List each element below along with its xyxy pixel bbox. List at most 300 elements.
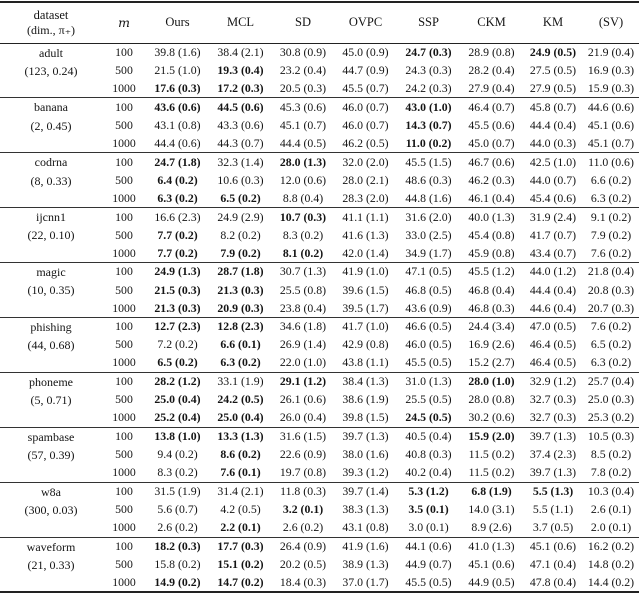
value-cell: 46.8 (0.5): [405, 282, 452, 297]
value-cell: 43.4 (0.7): [529, 245, 577, 260]
value-cell: 44.4 (0.4): [529, 117, 577, 132]
value-cell: 44.4 (0.5): [279, 135, 327, 150]
value-cell: 40.8 (0.3): [405, 447, 452, 462]
value-cell: 24.9 (0.5): [523, 43, 583, 61]
value-cell: 44.0 (1.2): [523, 263, 583, 281]
m-cell: 1000: [112, 300, 136, 315]
col-header-ssp: SSP: [397, 2, 460, 43]
value-cell: 45.5 (0.5): [405, 574, 452, 589]
value-cell: 8.5 (0.2): [590, 447, 632, 462]
value-cell: 45.4 (0.8): [468, 227, 515, 242]
value-cell: 44.9 (0.5): [468, 574, 515, 589]
value-cell: 18.4 (0.3): [279, 574, 327, 589]
value-cell: 2.6 (0.2): [282, 520, 324, 535]
value-cell: 32.0 (2.0): [334, 153, 397, 171]
dataset-name: spambase: [27, 429, 75, 444]
value-cell: 5.5 (1.3): [523, 482, 583, 500]
value-cell: 16.9 (0.3): [587, 62, 635, 77]
value-cell: 2.6 (0.2): [157, 520, 198, 535]
value-cell: 32.9 (1.2): [523, 372, 583, 390]
value-cell: 6.6 (0.1): [220, 337, 261, 352]
dataset-cell: [0, 427, 102, 482]
m-cell: 1000: [112, 520, 136, 535]
value-cell: 40.5 (0.4): [397, 427, 460, 445]
value-cell: 10.6 (0.3): [217, 172, 264, 187]
table-row: [0, 537, 639, 555]
value-cell: 44.0 (0.7): [529, 172, 577, 187]
value-cell: 18.2 (0.3): [146, 537, 209, 555]
value-cell: 41.7 (1.0): [334, 317, 397, 335]
value-cell: 3.0 (0.1): [408, 520, 449, 535]
dataset-dims: (2, 0.45): [30, 118, 72, 133]
value-cell: 26.1 (0.6): [279, 392, 327, 407]
value-cell: 45.5 (0.6): [468, 117, 515, 132]
value-cell: 48.6 (0.3): [405, 172, 452, 187]
table-row: [0, 43, 639, 61]
value-cell: 37.0 (1.7): [342, 574, 389, 589]
value-cell: 16.6 (2.3): [146, 208, 209, 226]
value-cell: 12.0 (0.6): [279, 172, 327, 187]
value-cell: 21.5 (1.0): [154, 62, 201, 77]
value-cell: 37.4 (2.3): [529, 447, 577, 462]
value-cell: 47.1 (0.5): [397, 263, 460, 281]
value-cell: 7.9 (0.2): [590, 227, 632, 242]
value-cell: 43.0 (1.0): [397, 98, 460, 116]
dataset-dims: (21, 0.33): [27, 557, 75, 572]
m-cell: 1000: [112, 135, 136, 150]
value-cell: 46.0 (0.7): [342, 117, 389, 132]
value-cell: 8.1 (0.2): [282, 245, 324, 260]
dataset-cell: [0, 263, 102, 318]
value-cell: 2.6 (0.1): [590, 502, 632, 517]
m-cell: 1000: [112, 574, 136, 589]
value-cell: 46.0 (0.5): [405, 337, 452, 352]
value-cell: 11.5 (0.2): [468, 447, 515, 462]
m-cell: 500: [115, 556, 133, 571]
value-cell: 41.7 (0.7): [529, 227, 577, 242]
value-cell: 45.8 (0.7): [523, 98, 583, 116]
value-cell: 10.3 (0.4): [583, 482, 639, 500]
value-cell: 8.2 (0.2): [220, 227, 261, 242]
m-cell: 100: [102, 427, 146, 445]
value-cell: 14.3 (0.7): [405, 117, 452, 132]
value-cell: 32.7 (0.3): [529, 392, 577, 407]
dataset-cell: [0, 317, 102, 372]
table-body: [0, 43, 639, 592]
value-cell: 44.3 (0.7): [217, 135, 264, 150]
value-cell: 38.3 (1.3): [342, 502, 389, 517]
value-cell: 27.9 (0.4): [468, 80, 515, 95]
value-cell: 45.0 (0.7): [468, 135, 515, 150]
dataset-cell: [0, 482, 102, 537]
value-cell: 45.1 (0.6): [587, 117, 635, 132]
value-cell: 45.9 (0.8): [468, 245, 515, 260]
value-cell: 39.7 (1.4): [334, 482, 397, 500]
value-cell: 24.7 (1.8): [146, 153, 209, 171]
value-cell: 43.3 (0.6): [217, 117, 264, 132]
value-cell: 8.3 (0.2): [157, 465, 198, 480]
value-cell: 46.1 (0.4): [468, 190, 515, 205]
value-cell: 28.2 (1.2): [146, 372, 209, 390]
value-cell: 13.3 (1.3): [209, 427, 272, 445]
value-cell: 46.8 (0.3): [468, 300, 515, 315]
value-cell: 15.8 (0.2): [154, 556, 201, 571]
value-cell: 25.0 (0.4): [217, 410, 264, 425]
value-cell: 28.0 (2.1): [342, 172, 389, 187]
value-cell: 41.9 (1.0): [334, 263, 397, 281]
col-header-ckm: CKM: [460, 2, 523, 43]
m-cell: 100: [102, 43, 146, 61]
dataset-header-line1: dataset: [33, 7, 69, 22]
value-cell: 20.2 (0.5): [279, 556, 327, 571]
value-cell: 21.3 (0.3): [217, 282, 264, 297]
dataset-cell: [0, 153, 102, 208]
col-header-mcl: MCL: [209, 2, 272, 43]
value-cell: 41.0 (1.3): [460, 537, 523, 555]
value-cell: 6.3 (0.2): [590, 190, 632, 205]
dataset-dims: (22, 0.10): [27, 228, 75, 243]
value-cell: 25.7 (0.4): [583, 372, 639, 390]
col-header-km: KM: [523, 2, 583, 43]
value-cell: 44.4 (0.4): [529, 282, 577, 297]
value-cell: 46.2 (0.5): [342, 135, 389, 150]
value-cell: 11.0 (0.2): [405, 135, 452, 150]
value-cell: 24.2 (0.3): [405, 80, 452, 95]
results-table: [0, 1, 639, 593]
value-cell: 20.9 (0.3): [217, 300, 264, 315]
value-cell: 26.9 (1.4): [279, 337, 327, 352]
value-cell: 45.4 (0.6): [529, 190, 577, 205]
value-cell: 44.4 (0.6): [154, 135, 201, 150]
value-cell: 46.8 (0.4): [468, 282, 515, 297]
value-cell: 24.4 (3.4): [460, 317, 523, 335]
table-row: [0, 317, 639, 335]
col-header-dataset: [0, 2, 102, 43]
value-cell: 27.9 (0.5): [529, 80, 577, 95]
dataset-dims: (8, 0.33): [30, 173, 72, 188]
m-cell: 100: [102, 263, 146, 281]
value-cell: 28.0 (0.8): [468, 392, 515, 407]
dataset-name: ijcnn1: [36, 210, 66, 225]
value-cell: 39.7 (1.3): [529, 465, 577, 480]
table-row: [0, 372, 639, 390]
col-header-ours: Ours: [146, 2, 209, 43]
value-cell: 41.1 (1.1): [334, 208, 397, 226]
value-cell: 45.1 (0.6): [468, 556, 515, 571]
value-cell: 19.3 (0.4): [217, 62, 264, 77]
value-cell: 30.7 (1.3): [272, 263, 334, 281]
value-cell: 6.3 (0.2): [157, 190, 198, 205]
value-cell: 24.9 (2.9): [209, 208, 272, 226]
dataset-cell: [0, 43, 102, 98]
value-cell: 46.7 (0.6): [460, 153, 523, 171]
col-header-sv: (SV): [583, 2, 639, 43]
value-cell: 42.9 (0.8): [342, 337, 389, 352]
value-cell: 45.1 (0.7): [279, 117, 327, 132]
value-cell: 6.5 (0.2): [157, 355, 198, 370]
value-cell: 24.9 (1.3): [146, 263, 209, 281]
value-cell: 20.8 (0.3): [587, 282, 635, 297]
value-cell: 34.6 (1.8): [272, 317, 334, 335]
value-cell: 44.1 (0.6): [397, 537, 460, 555]
value-cell: 25.0 (0.4): [154, 392, 201, 407]
value-cell: 6.3 (0.2): [590, 355, 632, 370]
value-cell: 11.0 (0.6): [583, 153, 639, 171]
value-cell: 9.4 (0.2): [157, 447, 198, 462]
value-cell: 38.6 (1.9): [342, 392, 389, 407]
value-cell: 22.6 (0.9): [279, 447, 327, 462]
value-cell: 43.8 (1.1): [342, 355, 389, 370]
value-cell: 7.6 (0.2): [590, 245, 632, 260]
value-cell: 20.7 (0.3): [587, 300, 635, 315]
value-cell: 44.9 (0.7): [405, 556, 452, 571]
value-cell: 8.3 (0.2): [282, 227, 324, 242]
dataset-dims: (123, 0.24): [24, 63, 78, 78]
value-cell: 16.2 (0.2): [583, 537, 639, 555]
dataset-cell: [0, 208, 102, 263]
table-row: [0, 427, 639, 445]
value-cell: 8.6 (0.2): [220, 447, 261, 462]
dataset-header-line2: (dim., π₊): [26, 22, 76, 37]
value-cell: 44.7 (0.9): [342, 62, 389, 77]
table-row: [0, 208, 639, 226]
value-cell: 7.7 (0.2): [157, 245, 198, 260]
m-cell: 100: [102, 537, 146, 555]
value-cell: 27.5 (0.5): [529, 62, 577, 77]
value-cell: 39.8 (1.6): [146, 43, 209, 61]
value-cell: 32.7 (0.3): [529, 410, 577, 425]
value-cell: 24.7 (0.3): [397, 43, 460, 61]
value-cell: 25.3 (0.2): [587, 410, 635, 425]
value-cell: 43.6 (0.6): [146, 98, 209, 116]
dataset-name: phishing: [30, 319, 72, 334]
m-cell: 100: [102, 208, 146, 226]
value-cell: 46.4 (0.5): [529, 337, 577, 352]
value-cell: 10.5 (0.3): [583, 427, 639, 445]
value-cell: 45.1 (0.7): [587, 135, 635, 150]
value-cell: 38.4 (1.3): [334, 372, 397, 390]
m-cell: 500: [115, 392, 133, 407]
value-cell: 7.6 (0.1): [220, 465, 261, 480]
value-cell: 12.7 (2.3): [146, 317, 209, 335]
value-cell: 42.0 (1.4): [342, 245, 389, 260]
value-cell: 3.7 (0.5): [532, 520, 574, 535]
value-cell: 25.5 (0.8): [279, 282, 327, 297]
value-cell: 11.5 (0.2): [468, 465, 515, 480]
value-cell: 15.2 (2.7): [468, 355, 515, 370]
value-cell: 17.6 (0.3): [154, 80, 201, 95]
value-cell: 17.7 (0.3): [209, 537, 272, 555]
value-cell: 25.2 (0.4): [154, 410, 201, 425]
m-cell: 500: [115, 502, 133, 517]
value-cell: 28.0 (1.3): [272, 153, 334, 171]
value-cell: 45.5 (0.5): [405, 355, 452, 370]
value-cell: 45.5 (0.7): [342, 80, 389, 95]
value-cell: 26.0 (0.4): [279, 410, 327, 425]
value-cell: 43.6 (0.9): [405, 300, 452, 315]
header-row: [0, 2, 639, 43]
dataset-name: w8a: [41, 484, 61, 499]
dataset-dims: (44, 0.68): [27, 338, 75, 353]
value-cell: 46.4 (0.7): [460, 98, 523, 116]
value-cell: 28.2 (0.4): [468, 62, 515, 77]
value-cell: 31.4 (2.1): [209, 482, 272, 500]
value-cell: 46.0 (0.7): [334, 98, 397, 116]
dataset-name: waveform: [26, 539, 76, 554]
value-cell: 38.9 (1.3): [342, 556, 389, 571]
value-cell: 41.9 (1.6): [334, 537, 397, 555]
value-cell: 16.9 (2.6): [468, 337, 515, 352]
value-cell: 44.0 (0.3): [529, 135, 577, 150]
dataset-dims: (10, 0.35): [27, 283, 75, 298]
value-cell: 45.5 (1.5): [397, 153, 460, 171]
m-cell: 500: [115, 172, 133, 187]
value-cell: 6.5 (0.2): [590, 337, 632, 352]
value-cell: 42.5 (1.0): [523, 153, 583, 171]
value-cell: 43.1 (0.8): [154, 117, 201, 132]
dataset-name: adult: [39, 45, 63, 60]
m-cell: 500: [115, 227, 133, 242]
value-cell: 34.9 (1.7): [405, 245, 452, 260]
col-header-sd: SD: [272, 2, 334, 43]
value-cell: 31.9 (2.4): [523, 208, 583, 226]
table-head: [0, 2, 639, 43]
m-cell: 100: [102, 482, 146, 500]
dataset-dims: (5, 0.71): [30, 393, 72, 408]
value-cell: 7.7 (0.2): [157, 227, 198, 242]
value-cell: 30.8 (0.9): [272, 43, 334, 61]
value-cell: 39.7 (1.3): [523, 427, 583, 445]
value-cell: 8.8 (0.4): [282, 190, 324, 205]
value-cell: 15.1 (0.2): [217, 556, 264, 571]
value-cell: 31.5 (1.9): [146, 482, 209, 500]
m-cell: 1000: [112, 190, 136, 205]
value-cell: 28.9 (0.8): [460, 43, 523, 61]
value-cell: 28.0 (1.0): [460, 372, 523, 390]
value-cell: 45.5 (1.2): [460, 263, 523, 281]
value-cell: 17.2 (0.3): [217, 80, 264, 95]
value-cell: 30.2 (0.6): [468, 410, 515, 425]
value-cell: 21.9 (0.4): [583, 43, 639, 61]
value-cell: 28.7 (1.8): [209, 263, 272, 281]
col-header-ovpc: OVPC: [334, 2, 397, 43]
value-cell: 45.0 (0.9): [334, 43, 397, 61]
value-cell: 21.5 (0.3): [154, 282, 201, 297]
value-cell: 39.7 (1.3): [334, 427, 397, 445]
value-cell: 21.3 (0.3): [154, 300, 201, 315]
m-cell: 1000: [112, 410, 136, 425]
value-cell: 7.9 (0.2): [220, 245, 261, 260]
value-cell: 45.1 (0.6): [523, 537, 583, 555]
m-cell: 500: [115, 337, 133, 352]
value-cell: 6.8 (1.9): [460, 482, 523, 500]
value-cell: 14.9 (0.2): [154, 574, 201, 589]
value-cell: 43.1 (0.8): [342, 520, 389, 535]
value-cell: 41.6 (1.3): [342, 227, 389, 242]
value-cell: 32.3 (1.4): [209, 153, 272, 171]
value-cell: 20.5 (0.3): [279, 80, 327, 95]
value-cell: 14.0 (3.1): [468, 502, 515, 517]
value-cell: 2.2 (0.1): [220, 520, 261, 535]
value-cell: 33.1 (1.9): [209, 372, 272, 390]
value-cell: 23.8 (0.4): [279, 300, 327, 315]
m-cell: 500: [115, 282, 133, 297]
value-cell: 31.0 (1.3): [397, 372, 460, 390]
dataset-name: banana: [34, 100, 68, 115]
col-header-m: m: [102, 2, 146, 43]
value-cell: 39.3 (1.2): [342, 465, 389, 480]
value-cell: 13.8 (1.0): [146, 427, 209, 445]
value-cell: 21.8 (0.4): [583, 263, 639, 281]
value-cell: 6.5 (0.2): [220, 190, 261, 205]
value-cell: 11.8 (0.3): [272, 482, 334, 500]
m-cell: 500: [115, 62, 133, 77]
value-cell: 24.5 (0.5): [405, 410, 452, 425]
value-cell: 47.0 (0.5): [523, 317, 583, 335]
value-cell: 40.2 (0.4): [405, 465, 452, 480]
value-cell: 39.5 (1.7): [342, 300, 389, 315]
dataset-name: phoneme: [29, 374, 73, 389]
value-cell: 22.0 (1.0): [279, 355, 327, 370]
m-cell: 1000: [112, 355, 136, 370]
value-cell: 14.7 (0.2): [217, 574, 264, 589]
m-cell: 100: [102, 372, 146, 390]
value-cell: 26.4 (0.9): [272, 537, 334, 555]
dataset-dims: (57, 0.39): [27, 448, 75, 463]
value-cell: 15.9 (0.3): [587, 80, 635, 95]
value-cell: 33.0 (2.5): [405, 227, 452, 242]
m-cell: 100: [102, 153, 146, 171]
dataset-name: magic: [36, 265, 66, 280]
value-cell: 2.0 (0.1): [590, 520, 632, 535]
dataset-name: codrna: [34, 155, 68, 170]
m-cell: 500: [115, 447, 133, 462]
value-cell: 44.6 (0.6): [583, 98, 639, 116]
m-cell: 100: [102, 317, 146, 335]
value-cell: 44.6 (0.4): [529, 300, 577, 315]
value-cell: 7.8 (0.2): [590, 465, 632, 480]
value-cell: 5.6 (0.7): [157, 502, 198, 517]
dataset-cell: [0, 537, 102, 592]
value-cell: 38.0 (1.6): [342, 447, 389, 462]
value-cell: 7.6 (0.2): [583, 317, 639, 335]
value-cell: 14.8 (0.2): [587, 556, 635, 571]
value-cell: 28.3 (2.0): [342, 190, 389, 205]
value-cell: 39.6 (1.5): [342, 282, 389, 297]
value-cell: 47.1 (0.4): [529, 556, 577, 571]
value-cell: 29.1 (1.2): [272, 372, 334, 390]
value-cell: 15.9 (2.0): [460, 427, 523, 445]
value-cell: 25.0 (0.3): [587, 392, 635, 407]
value-cell: 6.3 (0.2): [220, 355, 261, 370]
value-cell: 3.2 (0.1): [282, 502, 324, 517]
dataset-cell: [0, 372, 102, 427]
value-cell: 7.2 (0.2): [157, 337, 198, 352]
value-cell: 44.5 (0.6): [209, 98, 272, 116]
value-cell: 3.5 (0.1): [408, 502, 449, 517]
m-cell: 500: [115, 117, 133, 132]
m-cell: 100: [102, 98, 146, 116]
value-cell: 46.2 (0.3): [468, 172, 515, 187]
dataset-dims: (300, 0.03): [24, 502, 78, 517]
value-cell: 24.3 (0.3): [405, 62, 452, 77]
value-cell: 31.6 (1.5): [272, 427, 334, 445]
value-cell: 19.7 (0.8): [279, 465, 327, 480]
value-cell: 5.3 (1.2): [397, 482, 460, 500]
value-cell: 39.8 (1.5): [342, 410, 389, 425]
value-cell: 24.2 (0.5): [217, 392, 264, 407]
value-cell: 25.5 (0.5): [405, 392, 452, 407]
